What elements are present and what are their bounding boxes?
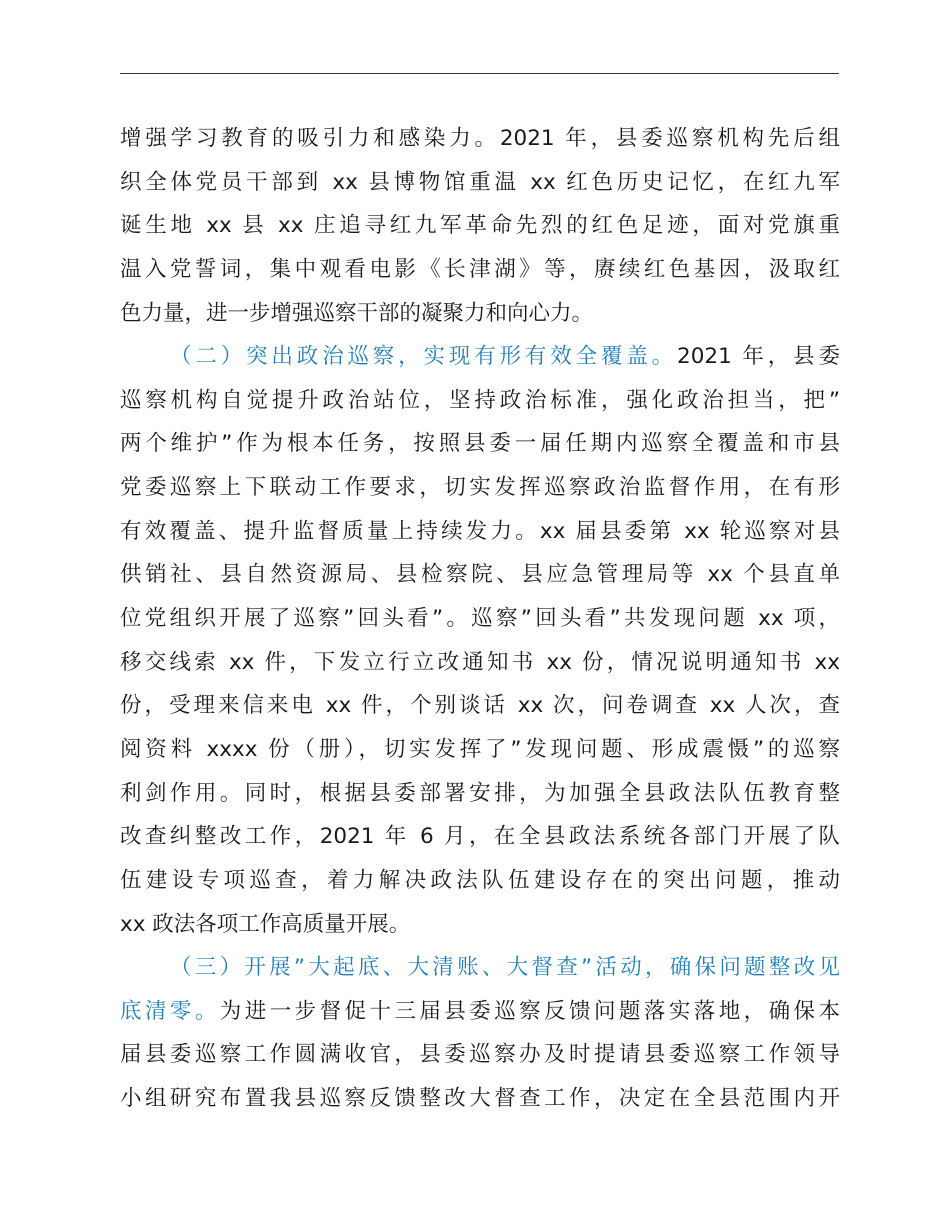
paragraph-2-line-1: （二）突出政治巡察，实现有形有效全覆盖。2021 年，县委 [170, 344, 840, 370]
paragraph-2-line-13: 伍建设专项巡查，着力解决政法队伍建设存在的突出问题，推动 [120, 867, 840, 893]
paragraph-2-line-11: 利剑作用。同时，根据县委部署安排，为加强全县政法队伍教育整 [120, 780, 840, 806]
document-body [120, 117, 840, 1121]
paragraph-3-line-2: 底清零。为进一步督促十三届县委巡察反馈问题落实落地，确保本 [120, 998, 840, 1024]
section-heading-3: （三）开展”大起底、大清账、大督查”活动，确保问题整改见 [170, 955, 840, 981]
paragraph-2-line-6: 供销社、县自然资源局、县检察院、县应急管理局等 xx 个县直单 [120, 562, 840, 588]
paragraph-1-line-3: 诞生地 xx 县 xx 庄追寻红九军革命先烈的红色足迹，面对党旗重 [120, 213, 840, 239]
paragraph-1-line-4: 温入党誓词，集中观看电影《长津湖》等，赓续红色基因，汲取红 [120, 256, 840, 282]
paragraph-1-line-1: 增强学习教育的吸引力和感染力。2021 年，县委巡察机构先后组 [120, 126, 840, 151]
paragraph-3-line-1 [120, 946, 840, 990]
paragraph-2-line-5: 有效覆盖、提升监督质量上持续发力。xx 届县委第 xx 轮巡察对县 [120, 518, 840, 544]
header-rule [120, 73, 839, 74]
paragraph-2-line-14: xx 政法各项工作高质量开展。 [120, 911, 411, 937]
paragraph-2-line-12: 改查纠整改工作，2021 年 6 月，在全县政法系统各部门开展了队 [120, 824, 840, 850]
section-heading-3-end: 底清零。 [120, 998, 220, 1024]
paragraph-2-line-10: 阅资料 xxxx 份（册），切实发挥了”发现问题、形成震慑”的巡察 [120, 736, 840, 762]
section-heading-2: （二）突出政治巡察，实现有形有效全覆盖。 [170, 344, 678, 370]
paragraph-2-line-3: 两个维护”作为根本任务，按照县委一届任期内巡察全覆盖和市县 [120, 431, 840, 457]
paragraph-1-line-5: 色力量，进一步增强巡察干部的凝聚力和向心力。 [120, 300, 594, 326]
paragraph-3-line-4: 小组研究布置我县巡察反馈整改大督查工作，决定在全县范围内开 [120, 1086, 840, 1112]
paragraph-1-line-2: 织全体党员干部到 xx 县博物馆重温 xx 红色历史记忆，在红九军 [120, 169, 840, 195]
paragraph-2-line-7: 位党组织开展了巡察”回头看”。巡察”回头看”共发现问题 xx 项， [120, 606, 840, 632]
paragraph-2-line-4: 党委巡察上下联动工作要求，切实发挥巡察政治监督作用，在有形 [120, 475, 840, 501]
paragraph-3-line-3: 届县委巡察工作圆满收官，县委巡察办及时提请县委巡察工作领导 [120, 1042, 840, 1068]
paragraph-2-line-8: 移交线索 xx 件，下发立行立改通知书 xx 份，情况说明通知书 xx [120, 649, 840, 675]
paragraph-2-line-2: 巡察机构自觉提升政治站位，坚持政治标准，强化政治担当，把” [120, 387, 840, 413]
paragraph-2-line-9: 份，受理来信来电 xx 件，个别谈话 xx 次，问卷调查 xx 人次，查 [120, 693, 840, 719]
